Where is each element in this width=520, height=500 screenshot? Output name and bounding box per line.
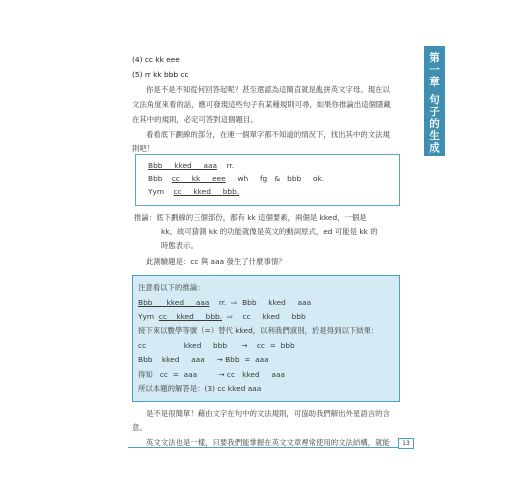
chapter-title-char: 生 xyxy=(429,130,440,142)
word: & xyxy=(274,174,281,183)
example-line-4: (4) cc kk eee xyxy=(132,55,180,64)
box-row xyxy=(138,311,306,323)
word: kked xyxy=(268,298,286,307)
underlined-word: cc xyxy=(158,312,167,321)
chapter-char: 第 xyxy=(429,52,440,64)
equals-sign: = xyxy=(244,355,251,364)
underlined-word: kk xyxy=(191,174,201,183)
example-line-5: (5) rr kk bbb cc xyxy=(132,70,189,79)
paragraph-line: 意。 xyxy=(132,423,147,432)
underlined-word: kked xyxy=(166,298,185,307)
chapter-title-char: 句 xyxy=(429,94,440,106)
box-answer: 所以本題的解答是：(3) cc kked aaa xyxy=(138,384,262,393)
word: Bbb xyxy=(225,355,240,364)
word: rr. xyxy=(218,298,227,307)
chapter-char: 章 xyxy=(429,76,440,88)
paragraph-line: 看看底下劃線的部分，在連一個單字都不知道的情況下，找出其中的文法規 xyxy=(146,130,390,139)
word: kked xyxy=(262,312,280,321)
underlined-word: bbb. xyxy=(222,187,240,196)
footer-rule xyxy=(128,447,398,448)
chapter-char: 一 xyxy=(429,64,440,76)
chapter-title-char: 的 xyxy=(429,118,440,130)
word: cc xyxy=(226,370,236,379)
reasoning-line: 推論：底下劃線的三個部份，都有 kk 這個要素，兩個是 kked，一個是 xyxy=(134,213,367,222)
underlined-word: cc xyxy=(173,187,182,196)
underlined-word: bbb. xyxy=(205,312,223,321)
underlined-word: kked xyxy=(174,161,192,170)
underlined-word: Bbb xyxy=(148,161,163,170)
arrow-icon: ⇨ xyxy=(231,298,238,307)
paragraph-line: 文法角度來看的話，應可發現這些句子有某種規則可尋，如果你推論出這個隱藏 xyxy=(132,100,391,109)
box-row xyxy=(148,186,239,198)
box-row xyxy=(138,297,311,309)
page-number: 13 xyxy=(398,438,414,449)
word: cc xyxy=(256,341,265,350)
word: Bbb xyxy=(148,174,163,183)
chapter-title-char: 成 xyxy=(429,142,440,154)
word: aaa xyxy=(191,355,205,364)
word: kked xyxy=(183,341,202,350)
underlined-word: Bbb xyxy=(138,298,153,307)
underlined-word: kked xyxy=(193,187,211,196)
word: bbb xyxy=(291,312,306,321)
word: bbb xyxy=(287,174,302,183)
box-row xyxy=(138,369,285,381)
box-row: 接下來以數學等號（=）替代 kked，以利我們演別，於是得到以下結果： xyxy=(138,326,379,335)
word: cc xyxy=(242,312,251,321)
chapter-title-char: 子 xyxy=(429,106,440,118)
word: wh xyxy=(237,174,249,183)
word: Yym xyxy=(148,187,165,196)
paragraph-line: 你是不是不知從何回答起呢？甚至還認為這簡直就是亂拼英文字母。現在以 xyxy=(146,85,390,94)
equals-sign: = xyxy=(269,341,276,350)
paragraph-line: 是不是很簡單！藉由文字在句中的文法規則，可協助我們解出外星語言的含 xyxy=(146,409,390,418)
equals-sign: = xyxy=(172,370,179,379)
underlined-word: aaa xyxy=(203,161,218,170)
reasoning-line: 時態表示。 xyxy=(161,241,198,250)
word: cc xyxy=(159,370,168,379)
paragraph-line: 在其中的規則，必定可答對這個題目。 xyxy=(132,115,258,124)
word: Bbb xyxy=(138,355,153,364)
word: aaa xyxy=(297,298,312,307)
arrow-icon: → xyxy=(218,370,225,379)
word: aaa xyxy=(255,355,269,364)
word: Yym xyxy=(138,312,155,321)
word: 得知 xyxy=(138,370,153,379)
word: ok. xyxy=(312,174,325,183)
word: kked xyxy=(161,355,180,364)
paragraph-line: 英文文法也是一樣，只要我們能掌握在英文文章裡常使用的文法結構，就能 xyxy=(146,438,390,447)
underlined-word: cc xyxy=(171,174,180,183)
chapter-side-tab xyxy=(424,46,445,156)
arrow-icon: → xyxy=(216,355,223,364)
word: bbb xyxy=(280,341,295,350)
word: cc xyxy=(138,341,147,350)
box-row xyxy=(148,160,234,172)
reasoning-line: kk。故可猜測 kk 的功能就像是英文的動詞原式，ed 可能是 kk 的 xyxy=(161,227,378,236)
box-title: 注意看以下的推論： xyxy=(138,283,205,292)
word: aaa xyxy=(183,370,198,379)
box-row xyxy=(148,173,324,185)
word: kked xyxy=(242,370,260,379)
quiz-question: 此測驗題是：cc 與 aaa 發生了什麼事情？ xyxy=(146,257,286,266)
word: bbb xyxy=(213,341,228,350)
arrow-icon: ⇨ xyxy=(226,312,233,321)
box-row xyxy=(138,340,295,352)
word: Bbb xyxy=(242,298,257,307)
word: aaa xyxy=(271,370,286,379)
box-row xyxy=(138,354,269,366)
paragraph-line: 則吧！ xyxy=(132,144,155,153)
underlined-word: kked xyxy=(176,312,194,321)
word: fg xyxy=(259,174,268,183)
underlined-word: eee xyxy=(212,174,226,183)
underlined-word: aaa xyxy=(195,298,210,307)
arrow-icon: → xyxy=(241,341,248,350)
word: rr. xyxy=(226,161,235,170)
